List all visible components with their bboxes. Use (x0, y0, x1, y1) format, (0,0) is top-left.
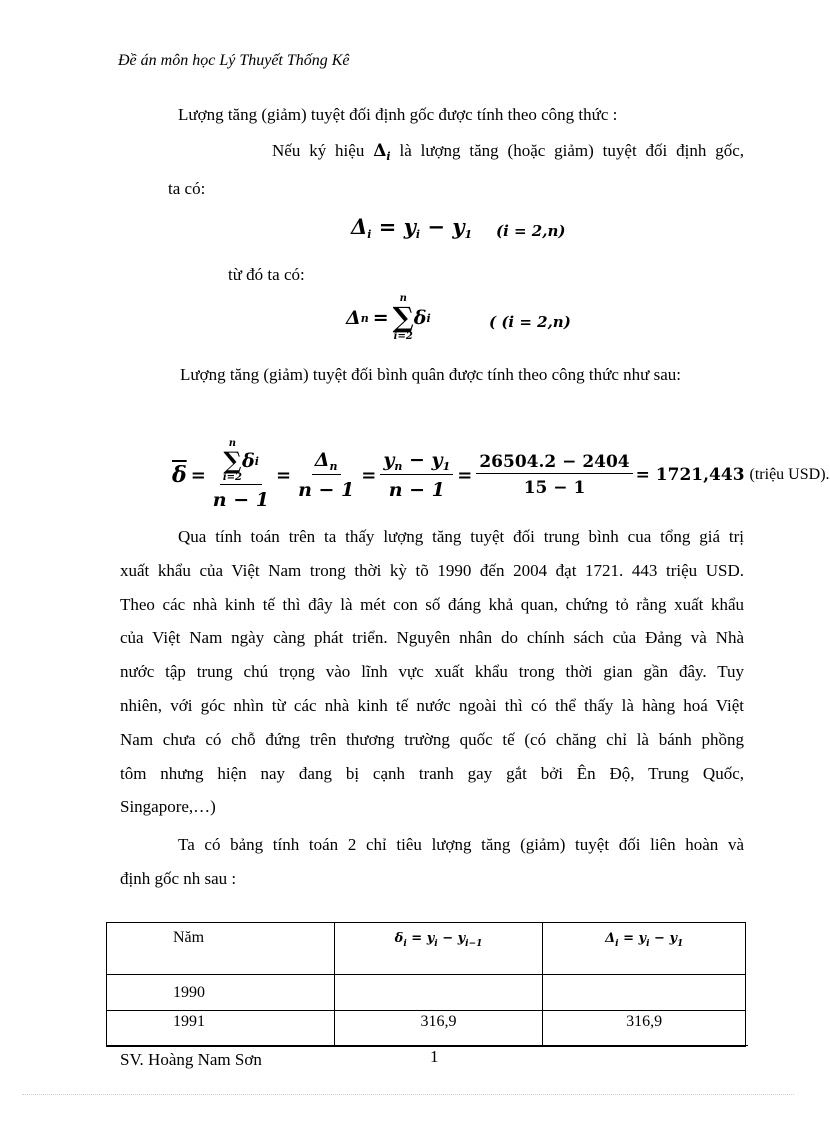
table-intro-line: Ta có bảng tính toán 2 chỉ tiêu lượng tăng (giảm) tuyệt đối liên hoàn và (178, 835, 744, 854)
analysis-line: Qua tính toán trên ta thấy lượng tăng tuyệt đối trung bình cua tổng giá trị (178, 527, 744, 546)
formula-base-change: $\Delta_i = y_i - y_1$ (351, 214, 473, 241)
fraction-sum: n ∑ i=2 δ i n − 1 (212, 438, 269, 511)
paragraph-base-change-intro: Lượng tăng (giảm) tuyệt đối định gốc được tính theo công thức : (178, 105, 618, 124)
average-delta-symbol: $\overline{\delta}$ (172, 462, 187, 488)
analysis-line: Nam chưa có chỗ đứng trên thương trường quốc tế (có chăng chỉ là bánh phồng (120, 729, 744, 749)
paragraph-notation (272, 134, 744, 174)
table-row (107, 975, 746, 1011)
cell-year: 1990 (107, 975, 335, 1011)
cell-base-change: 316,9 (543, 1011, 746, 1047)
table-intro-line: định gốc nh sau : (120, 868, 237, 888)
table-header-row (107, 923, 746, 975)
change-table (106, 922, 746, 1047)
analysis-line: nhiên, với góc nhìn từ các nhà kinh tế nước ngoài thì có thể thấy là hàng hoá Việt (120, 695, 744, 715)
notation-continuation: ta có: (168, 179, 206, 198)
table-row (107, 1011, 746, 1047)
fraction-y-diff: $\frac{y_n - y_1}{n - 1}$ (380, 449, 453, 501)
footer-page-number: 1 (430, 1047, 439, 1066)
sum-operator: n ∑ i=2 (392, 293, 414, 342)
paragraph-table-intro (120, 828, 744, 896)
notation-symbol: $\Delta_i$ (373, 141, 391, 163)
paragraph-from-that: từ đó ta có: (228, 265, 305, 284)
analysis-line: của Việt Nam ngày càng phát triển. Nguyên nhân do chính sách của Đảng và Nhà (120, 628, 744, 648)
cell-year: 1991 (107, 1011, 335, 1047)
notation-suffix: là lượng tăng (hoặc giảm) tuyệt đối định gốc, (399, 141, 745, 160)
paragraph-analysis (120, 520, 744, 824)
average-delta-unit: (triệu USD). (749, 466, 830, 483)
fraction-delta-n: $\frac{\Delta_n}{n - 1}$ (298, 449, 355, 501)
notation-prefix: Nếu ký hiệu (272, 141, 365, 160)
analysis-line: nước tập trung chú trọng vào lĩnh vực xuất khẩu trong thời gian gần đây. Tuy (120, 662, 744, 682)
formula-sum-condition: ( (i = 2,n) (489, 313, 571, 331)
paragraph-average-change: Lượng tăng (giảm) tuyệt đối bình quân được tính theo công thức như sau: (180, 365, 681, 384)
formula-average-delta: $\overline{\delta}$ = n ∑ i=2 δ i n − 1 = $\frac{\Delta_n}{n - 1}$ = $\frac{y_n - y_1}{n - 1}$ = $\frac{26504.2 - 2404}{15 - 1}$ = 1721,443 (triệu USD). (172, 438, 830, 511)
page-header: Đề án môn học Lý Thuyết Thống Kê (118, 52, 350, 69)
analysis-line: tôm nhưng hiện nay đang bị cạnh tranh gay gắt bởi Ên Độ, Trung Quốc, (120, 763, 744, 783)
analysis-line: Theo các nhà kinh tế thì đây là mét con số đáng khả quan, chứng tỏ rằng xuất khẩu (120, 594, 744, 614)
analysis-line: xuất khẩu của Việt Nam trong thời kỳ tõ 1990 đến 2004 đạt 1721. 443 triệu USD. (120, 560, 744, 580)
cell-chain-change: 316,9 (334, 1011, 543, 1047)
analysis-line: Singapore,…) (120, 797, 216, 817)
page-bottom-divider (22, 1094, 794, 1095)
formula-base-change-condition: (i = 2,n) (496, 222, 566, 240)
formula-sum-delta: Δ n = n ∑ i=2 δ i (346, 293, 431, 342)
header-base-change: $\Delta_i = y_i - y_1$ (543, 923, 746, 975)
table-clip (100, 918, 760, 1030)
fraction-numeric: $\frac{26504.2 - 2404}{15 - 1}$ (476, 452, 632, 498)
average-delta-result: = 1721,443 (635, 465, 745, 485)
header-year: Năm (107, 923, 335, 975)
cell-chain-change (334, 975, 543, 1011)
cell-base-change (543, 975, 746, 1011)
footer-author: SV. Hoàng Nam Sơn (120, 1050, 262, 1069)
footer-rule (106, 1045, 748, 1046)
header-chain-change: $\delta_i = y_i - y_{i-1}$ (334, 923, 543, 975)
